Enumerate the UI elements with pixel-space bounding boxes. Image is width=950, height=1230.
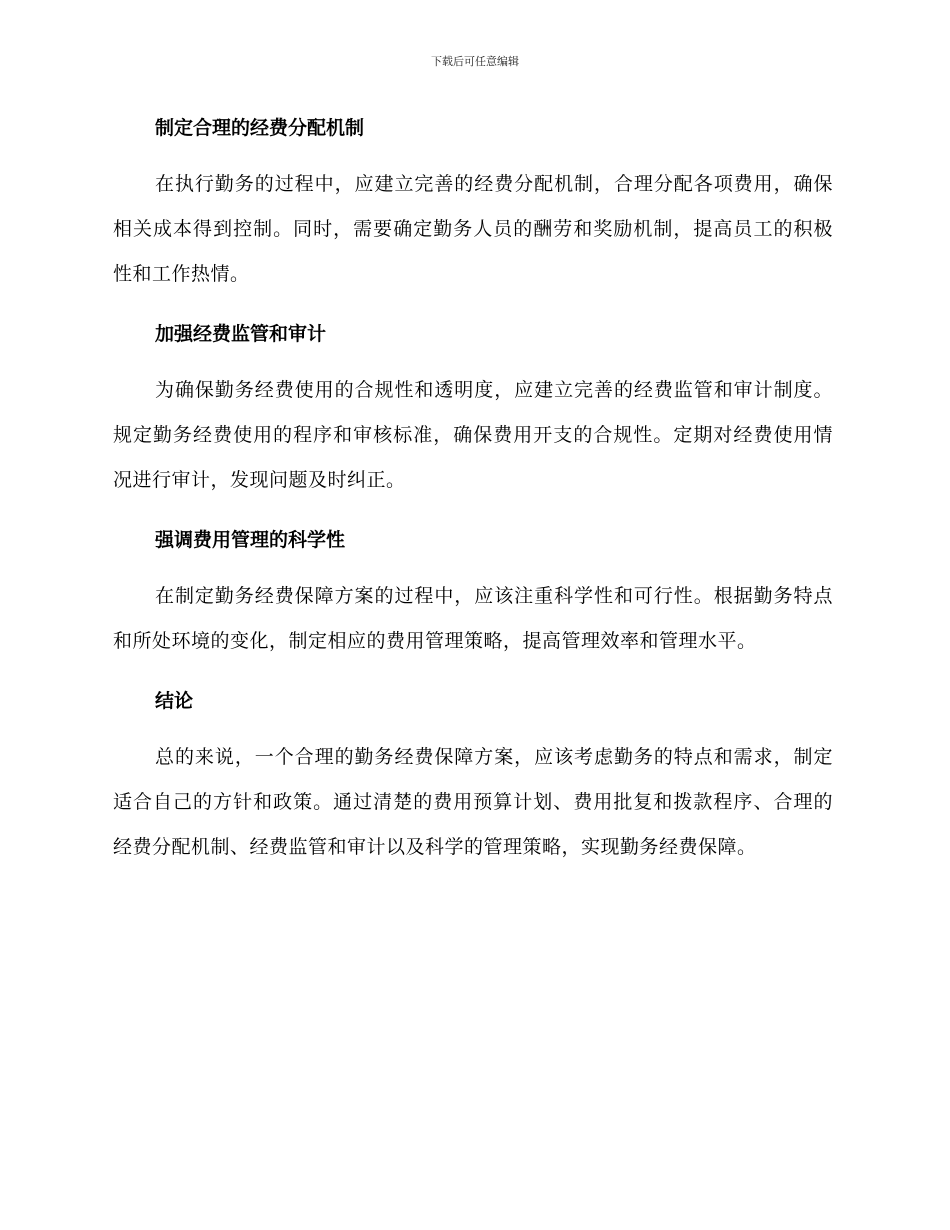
section-heading: 强调费用管理的科学性 bbox=[155, 529, 346, 551]
section-heading: 加强经费监管和审计 bbox=[155, 323, 327, 345]
section-allocation bbox=[113, 110, 833, 297]
document-body bbox=[113, 110, 833, 889]
section-heading: 结论 bbox=[155, 690, 194, 712]
section-paragraph: 为确保勤务经费使用的合规性和透明度，应建立完善的经费监管和审计制度。规定勤务经费使用的程序和审核标准，确保费用开支的合规性。定期对经费使用情况进行审计，发现问题及时纠正。 bbox=[113, 379, 833, 491]
section-conclusion bbox=[113, 683, 833, 870]
section-paragraph: 在执行勤务的过程中，应建立完善的经费分配机制，合理分配各项费用，确保相关成本得到控制。同时，需要确定勤务人员的酬劳和奖励机制，提高员工的积极性和工作热情。 bbox=[113, 173, 833, 285]
section-heading: 制定合理的经费分配机制 bbox=[155, 117, 365, 139]
section-paragraph: 在制定勤务经费保障方案的过程中，应该注重科学性和可行性。根据勤务特点和所处环境的变化，制定相应的费用管理策略，提高管理效率和管理水平。 bbox=[113, 585, 833, 652]
section-supervision bbox=[113, 316, 833, 503]
section-paragraph: 总的来说，一个合理的勤务经费保障方案，应该考虑勤务的特点和需求，制定适合自己的方针和政策。通过清楚的费用预算计划、费用批复和拨款程序、合理的经费分配机制、经费监管和审计以及科学的管理策略，实现勤务经费保障。 bbox=[113, 746, 833, 858]
page-header-note: 下载后可任意编辑 bbox=[431, 55, 519, 68]
section-scientific-management bbox=[113, 522, 833, 664]
